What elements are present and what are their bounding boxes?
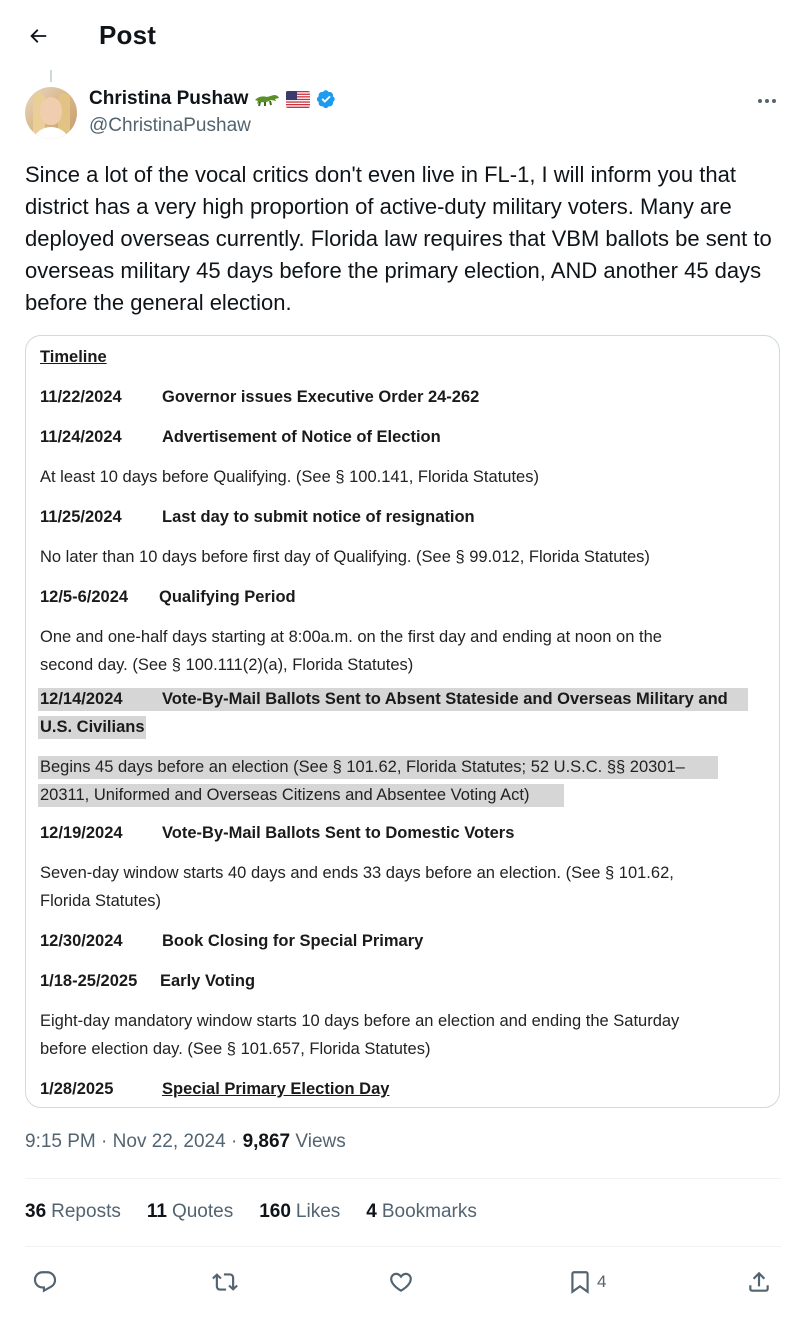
- post-time[interactable]: 9:15 PM: [25, 1131, 96, 1152]
- entry-date: 12/14/2024: [40, 690, 123, 708]
- entry-note: before election day. (See § 101.657, Florida Statutes): [40, 1040, 431, 1058]
- thread-connector: [50, 70, 52, 82]
- entry-date: 1/28/2025: [40, 1080, 114, 1098]
- entry-title: Advertisement of Notice of Election: [162, 428, 441, 446]
- like-button[interactable]: [388, 1262, 414, 1302]
- entry-title: Vote-By-Mail Ballots Sent to Absent Stateside and Overseas Military and: [162, 690, 728, 708]
- likes-stat[interactable]: 160 Likes: [259, 1201, 341, 1222]
- page-title: Post: [99, 20, 157, 50]
- entry-note-highlighted: 20311, Uniformed and Overseas Citizens and Absentee Voting Act): [38, 784, 564, 807]
- share-icon: [746, 1269, 772, 1295]
- avatar[interactable]: [25, 87, 77, 139]
- entry-title: Special Primary Election Day: [162, 1080, 390, 1098]
- entry-note: At least 10 days before Qualifying. (See § 100.141, Florida Statutes): [40, 468, 539, 486]
- reposts-stat[interactable]: 36 Reposts: [25, 1201, 121, 1222]
- us-flag-emoji-icon: [286, 91, 310, 108]
- entry-title: Book Closing for Special Primary: [162, 932, 424, 950]
- back-button[interactable]: [20, 18, 56, 54]
- bookmarks-stat[interactable]: 4 Bookmarks: [366, 1201, 477, 1222]
- entry-note: Seven-day window starts 40 days and ends 33 days before an election. (See § 101.62,: [40, 864, 674, 882]
- divider: [25, 1246, 781, 1247]
- top-bar: [0, 0, 806, 72]
- doc-entry: [40, 428, 441, 447]
- entry-date: 12/5-6/2024: [40, 588, 129, 606]
- entry-note: No later than 10 days before first day of Qualifying. (See § 99.012, Florida Statutes): [40, 548, 650, 566]
- divider: [25, 1178, 781, 1179]
- entry-date: 11/24/2024: [40, 428, 122, 446]
- author-handle[interactable]: @ChristinaPushaw: [89, 115, 251, 136]
- doc-heading: Timeline: [40, 348, 107, 366]
- heart-icon: [388, 1269, 414, 1295]
- entry-date: 11/22/2024: [40, 388, 122, 406]
- verified-badge-icon[interactable]: [316, 88, 338, 110]
- attached-document-image[interactable]: [25, 335, 780, 1108]
- more-dots-icon: [756, 97, 778, 105]
- doc-entry: [40, 588, 296, 607]
- repost-button[interactable]: [212, 1262, 238, 1302]
- entry-date: 11/25/2024: [40, 508, 122, 526]
- doc-entry: [40, 932, 423, 951]
- doc-entry: [40, 972, 255, 991]
- entry-title: Last day to submit notice of resignation: [162, 508, 475, 526]
- entry-note: One and one-half days starting at 8:00a.m. on the first day and ending at noon on the: [40, 628, 662, 646]
- entry-title: Vote-By-Mail Ballots Sent to Domestic Voters: [162, 824, 515, 842]
- author-name[interactable]: Christina Pushaw: [89, 88, 249, 109]
- bookmark-count: 4: [597, 1272, 607, 1291]
- reply-icon: [32, 1269, 58, 1295]
- entry-title: Early Voting: [160, 972, 256, 990]
- alligator-emoji-icon: [254, 91, 280, 107]
- reply-button[interactable]: [32, 1262, 58, 1302]
- repost-icon: [212, 1269, 238, 1295]
- doc-entry: [40, 388, 479, 407]
- tweet-text: Since a lot of the vocal critics don't even live in FL-1, I will inform you that district has a very high proportion of active-duty military voters. Many are deployed overseas currently. Florida law requires that VBM ballots be sent to overseas military 45 days before the primary election, AND another 45 days before the general election.: [25, 162, 772, 315]
- doc-entry: [40, 508, 475, 527]
- quotes-stat[interactable]: 11 Quotes: [146, 1201, 234, 1222]
- action-bar: [0, 1262, 806, 1302]
- post-meta: 9:15 PM · Nov 22, 2024 · 9,867 Views: [25, 1131, 346, 1152]
- doc-entry: [40, 824, 514, 843]
- views-label: Views: [295, 1131, 346, 1152]
- entry-title: Qualifying Period: [159, 588, 296, 606]
- engagement-stats: [25, 1201, 477, 1223]
- bookmark-icon: [567, 1269, 593, 1295]
- entry-note: second day. (See § 100.111(2)(a), Florida Statutes): [40, 656, 414, 674]
- entry-note: Florida Statutes): [40, 892, 162, 910]
- entry-title-continued: U.S. Civilians: [38, 716, 146, 739]
- views-count: 9,867: [242, 1131, 291, 1152]
- entry-note-highlighted: Begins 45 days before an election (See § 101.62, Florida Statutes; 52 U.S.C. §§ 20301–: [38, 756, 718, 779]
- post-date[interactable]: Nov 22, 2024: [112, 1131, 226, 1152]
- more-options-button[interactable]: [750, 88, 784, 114]
- entry-note: Eight-day mandatory window starts 10 days before an election and ending the Saturday: [40, 1012, 680, 1030]
- entry-date: 12/19/2024: [40, 824, 123, 842]
- doc-entry-highlighted: [38, 688, 748, 711]
- entry-date: 1/18-25/2025: [40, 972, 138, 990]
- share-button[interactable]: [746, 1262, 772, 1302]
- bookmark-button[interactable]: [567, 1262, 606, 1302]
- author-name-row[interactable]: [89, 88, 338, 110]
- entry-title: Governor issues Executive Order 24-262: [162, 388, 480, 406]
- arrow-left-icon: [27, 25, 49, 47]
- doc-entry: [40, 1080, 389, 1099]
- entry-date: 12/30/2024: [40, 932, 123, 950]
